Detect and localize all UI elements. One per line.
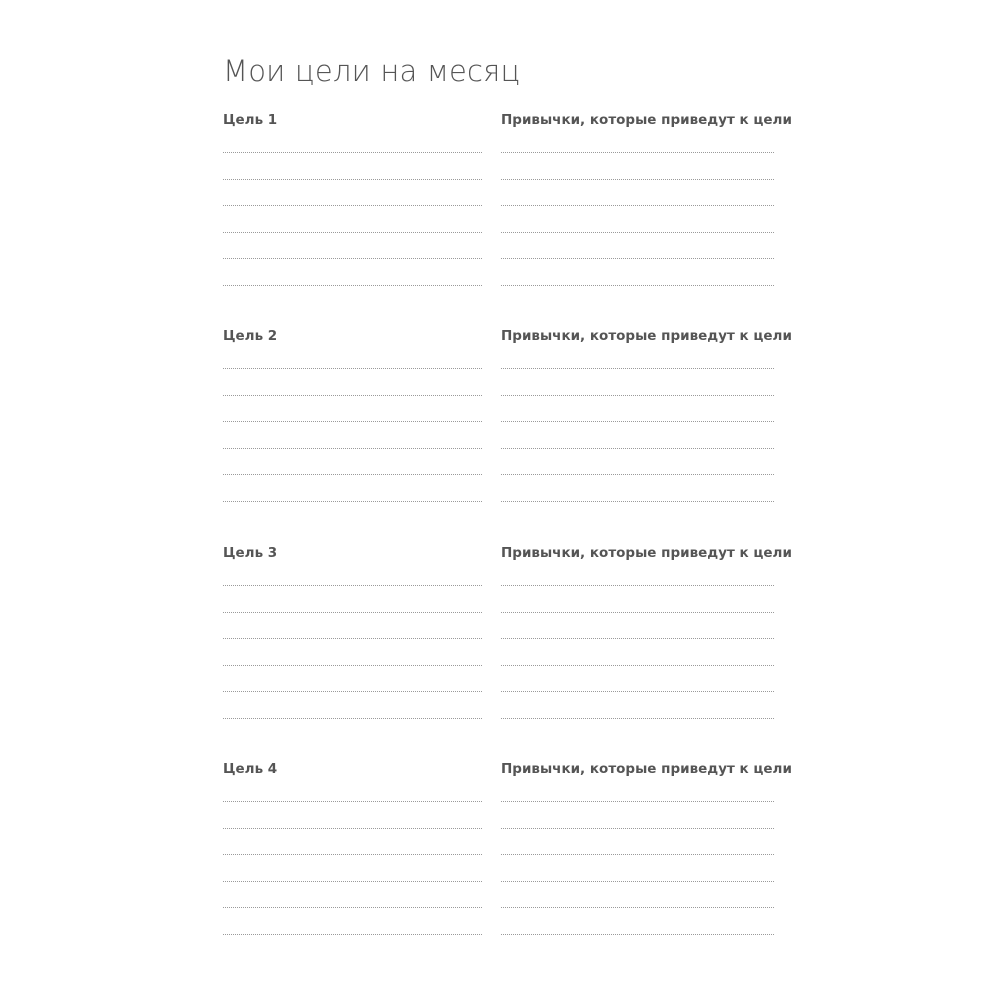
goal-writing-line[interactable] bbox=[223, 665, 482, 666]
habit-writing-line[interactable] bbox=[501, 881, 774, 882]
habit-writing-line[interactable] bbox=[501, 585, 774, 586]
goal-label: Цель 3 bbox=[223, 545, 278, 561]
goal-writing-line[interactable] bbox=[223, 612, 482, 613]
habit-writing-line[interactable] bbox=[501, 258, 774, 259]
habit-writing-line[interactable] bbox=[501, 501, 774, 502]
habit-writing-line[interactable] bbox=[501, 638, 774, 639]
goal-writing-line[interactable] bbox=[223, 907, 482, 908]
habit-writing-line[interactable] bbox=[501, 205, 774, 206]
goal-section-3 bbox=[223, 544, 792, 724]
goal-writing-line[interactable] bbox=[223, 691, 482, 692]
goal-writing-line[interactable] bbox=[223, 152, 482, 153]
goal-writing-line[interactable] bbox=[223, 801, 482, 802]
habit-writing-line[interactable] bbox=[501, 395, 774, 396]
habit-writing-line[interactable] bbox=[501, 934, 774, 935]
goal-label: Цель 1 bbox=[223, 112, 278, 128]
goal-writing-line[interactable] bbox=[223, 179, 482, 180]
habit-writing-line[interactable] bbox=[501, 179, 774, 180]
habits-label: Привычки, которые приведут к цели bbox=[501, 545, 792, 561]
habit-writing-line[interactable] bbox=[501, 612, 774, 613]
goal-writing-line[interactable] bbox=[223, 448, 482, 449]
goal-label: Цель 4 bbox=[223, 761, 278, 777]
habit-writing-line[interactable] bbox=[501, 474, 774, 475]
habits-label: Привычки, которые приведут к цели bbox=[501, 328, 792, 344]
habit-writing-line[interactable] bbox=[501, 691, 774, 692]
goal-writing-line[interactable] bbox=[223, 881, 482, 882]
goal-section-4 bbox=[223, 760, 792, 940]
goal-writing-line[interactable] bbox=[223, 501, 482, 502]
habit-writing-line[interactable] bbox=[501, 368, 774, 369]
goal-section-1 bbox=[223, 111, 792, 291]
goal-writing-line[interactable] bbox=[223, 854, 482, 855]
habit-writing-line[interactable] bbox=[501, 801, 774, 802]
goal-section-2 bbox=[223, 327, 792, 507]
goal-writing-line[interactable] bbox=[223, 285, 482, 286]
habits-label: Привычки, которые приведут к цели bbox=[501, 761, 792, 777]
goal-writing-line[interactable] bbox=[223, 205, 482, 206]
goal-writing-line[interactable] bbox=[223, 421, 482, 422]
goal-writing-line[interactable] bbox=[223, 232, 482, 233]
goal-writing-line[interactable] bbox=[223, 474, 482, 475]
goal-label: Цель 2 bbox=[223, 328, 278, 344]
habit-writing-line[interactable] bbox=[501, 285, 774, 286]
habit-writing-line[interactable] bbox=[501, 665, 774, 666]
habit-writing-line[interactable] bbox=[501, 232, 774, 233]
habit-writing-line[interactable] bbox=[501, 907, 774, 908]
goal-writing-line[interactable] bbox=[223, 828, 482, 829]
habit-writing-line[interactable] bbox=[501, 854, 774, 855]
goal-writing-line[interactable] bbox=[223, 638, 482, 639]
goal-writing-line[interactable] bbox=[223, 934, 482, 935]
goal-writing-line[interactable] bbox=[223, 258, 482, 259]
habits-label: Привычки, которые приведут к цели bbox=[501, 112, 792, 128]
goal-writing-line[interactable] bbox=[223, 718, 482, 719]
habit-writing-line[interactable] bbox=[501, 152, 774, 153]
goal-writing-line[interactable] bbox=[223, 585, 482, 586]
habit-writing-line[interactable] bbox=[501, 828, 774, 829]
page-title: Мои цели на месяц bbox=[223, 54, 521, 88]
habit-writing-line[interactable] bbox=[501, 718, 774, 719]
habit-writing-line[interactable] bbox=[501, 421, 774, 422]
goal-writing-line[interactable] bbox=[223, 368, 482, 369]
habit-writing-line[interactable] bbox=[501, 448, 774, 449]
goal-writing-line[interactable] bbox=[223, 395, 482, 396]
